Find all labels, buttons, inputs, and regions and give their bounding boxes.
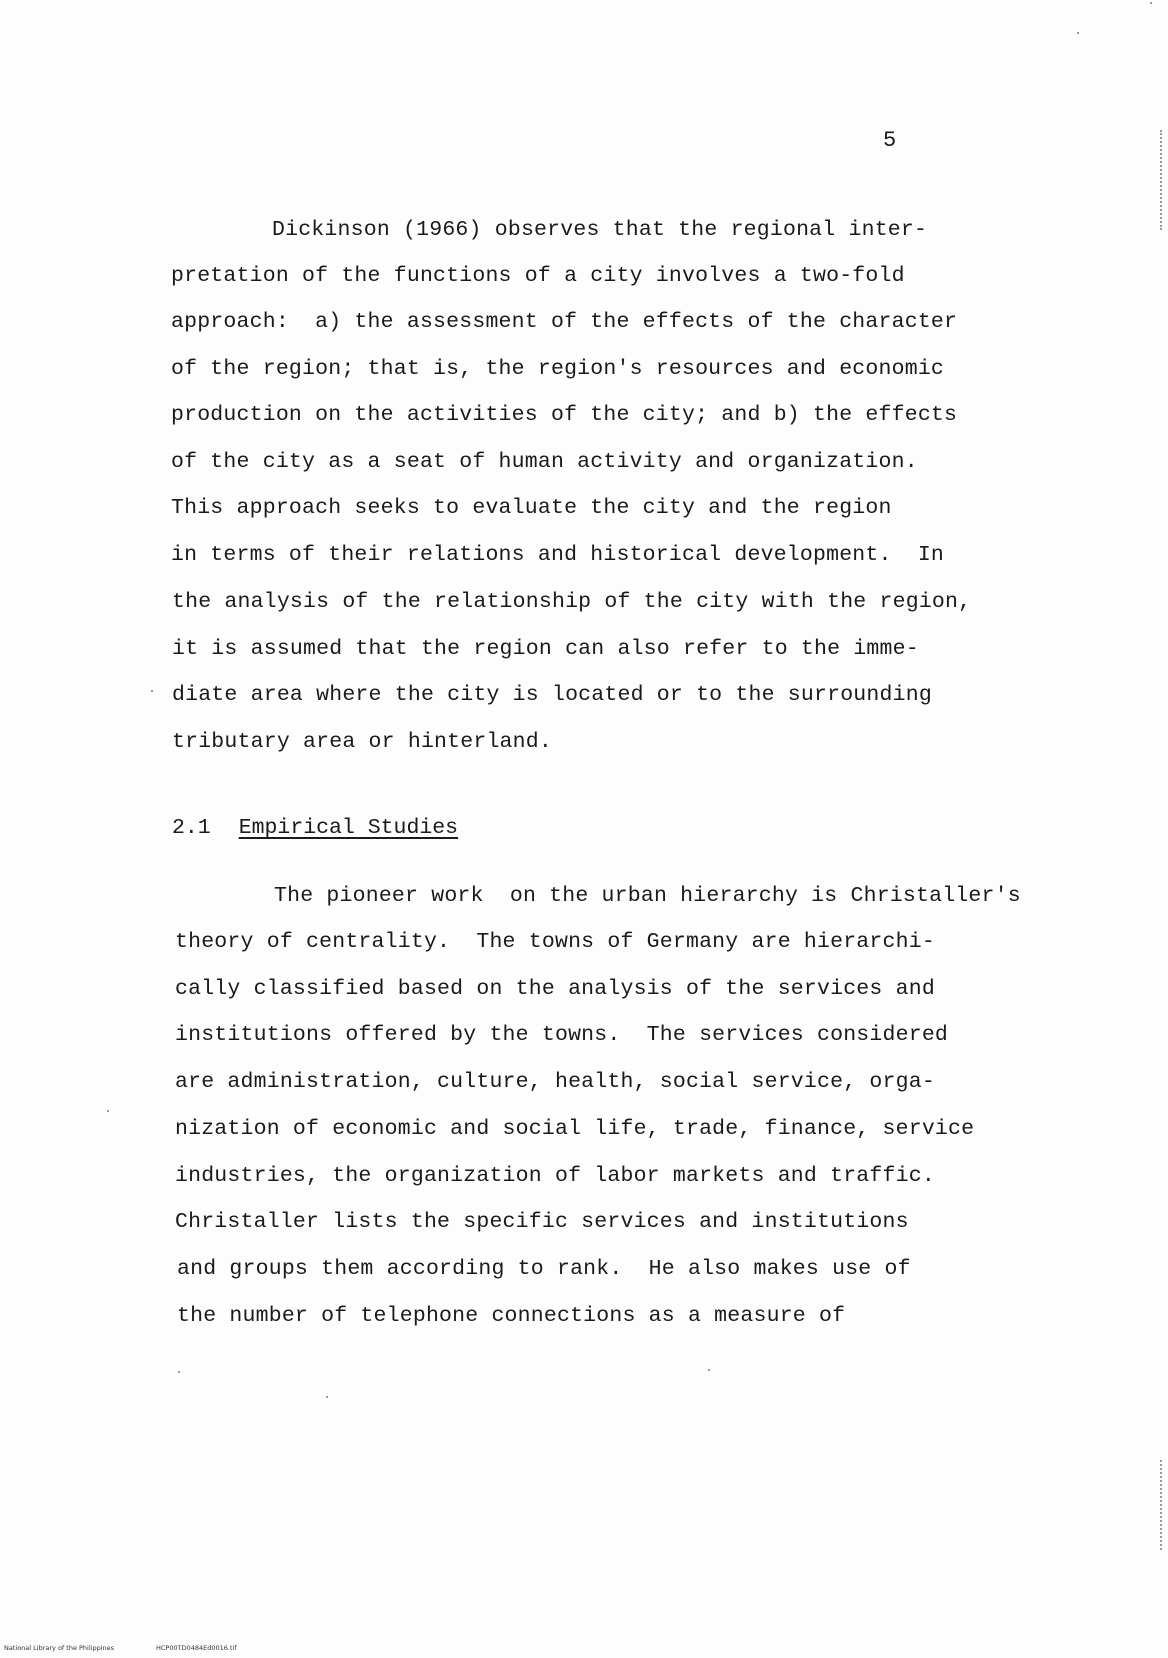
text-line: The pioneer work on the urban hierarchy is Christaller's bbox=[274, 884, 1021, 908]
scan-speck bbox=[107, 1110, 109, 1112]
text-line: are administration, culture, health, social service, orga- bbox=[175, 1070, 935, 1094]
text-line: cally classified based on the analysis of the services and bbox=[175, 977, 935, 1001]
text-line: This approach seeks to evaluate the city and the region bbox=[171, 496, 892, 520]
scan-speck bbox=[708, 1369, 710, 1371]
scan-speck bbox=[326, 1396, 328, 1398]
scan-speck bbox=[1150, 2, 1152, 4]
text-line: and groups them according to rank. He also makes use of bbox=[177, 1257, 911, 1281]
text-line: institutions offered by the towns. The services considered bbox=[175, 1023, 949, 1047]
text-line: diate area where the city is located or to the surrounding bbox=[172, 683, 932, 707]
text-line: Dickinson (1966) observes that the regional inter- bbox=[272, 218, 928, 242]
scan-margin-marks bbox=[1160, 130, 1164, 230]
scan-speck bbox=[178, 1371, 180, 1373]
text-line: of the region; that is, the region's resources and economic bbox=[171, 357, 945, 381]
section-number: 2.1 bbox=[172, 816, 211, 840]
text-line: in terms of their relations and historical development. In bbox=[171, 543, 945, 567]
text-line: Christaller lists the specific services and institutions bbox=[175, 1210, 909, 1234]
text-line: the number of telephone connections as a measure of bbox=[177, 1304, 846, 1328]
scan-margin-marks bbox=[1160, 1460, 1164, 1550]
text-line: theory of centrality. The towns of Germany are hierarchi- bbox=[175, 930, 935, 954]
footer-file-id: HCP00TD0484Ed0016.tif bbox=[156, 1644, 237, 1652]
section-title: Empirical Studies bbox=[238, 816, 459, 840]
section-heading bbox=[172, 816, 458, 840]
text-line: nization of economic and social life, trade, finance, service bbox=[175, 1117, 975, 1141]
text-line: of the city as a seat of human activity and organization. bbox=[171, 450, 918, 474]
footer-library: National Library of the Philippines bbox=[4, 1644, 115, 1652]
text-line: approach: a) the assessment of the effects of the character bbox=[171, 310, 958, 334]
text-line: industries, the organization of labor markets and traffic. bbox=[175, 1164, 935, 1188]
text-line: it is assumed that the region can also refer to the imme- bbox=[172, 637, 919, 661]
text-line: pretation of the functions of a city involves a two-fold bbox=[171, 264, 905, 288]
scan-speck bbox=[151, 690, 153, 692]
page-number: 5 bbox=[883, 128, 897, 153]
text-line: the analysis of the relationship of the city with the region, bbox=[172, 590, 972, 614]
text-line: tributary area or hinterland. bbox=[172, 730, 552, 754]
scan-speck bbox=[1077, 32, 1079, 34]
text-line: production on the activities of the city; and b) the effects bbox=[171, 403, 958, 427]
